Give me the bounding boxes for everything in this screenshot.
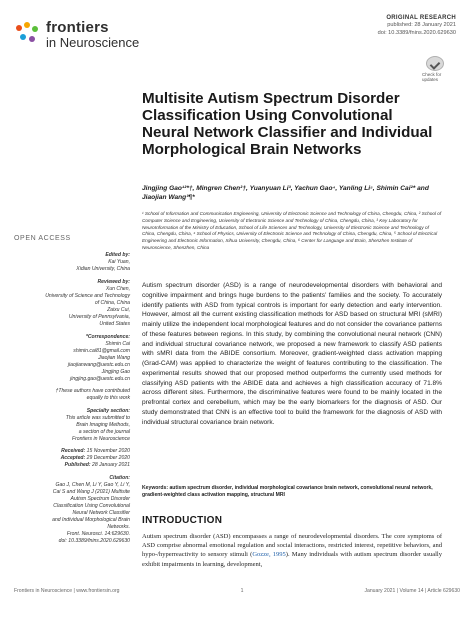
equal-contribution-note: †These authors have contributed bbox=[55, 387, 130, 394]
citation-line: Front. Neurosci. 14:629630. bbox=[66, 531, 130, 538]
accepted-date: Accepted: 29 December 2020 bbox=[60, 455, 130, 462]
published-date: published: 28 January 2021 bbox=[387, 22, 456, 29]
specialty-line: Frontiers in Neuroscience bbox=[71, 436, 130, 443]
introduction-text: Autism spectrum disorder (ASD) encompasses a range of neurodevelopmental disorders. The core symptoms of ASD comprise abnormal emotional regulation and social interactions, restricted interest, repetitive behaviors, and hypo-/hyperreactivity to sensory stimuli (Gozze, 1995). Many individuals with autism spectrum disorder usually exhibit impairments in learning, development, bbox=[142, 533, 442, 568]
check-icon bbox=[426, 56, 444, 71]
correspondence-email[interactable]: shimin.cai81@gmail.com bbox=[73, 347, 130, 354]
introduction-heading: INTRODUCTION bbox=[142, 515, 223, 526]
citation-line: Cai S and Wang J (2021) Multisite bbox=[52, 489, 130, 496]
correspondence-line: Jingjing Gao bbox=[101, 368, 130, 375]
specialty-line: This article was submitted to bbox=[65, 414, 130, 421]
correspondence-heading: *Correspondence: bbox=[85, 333, 130, 340]
open-access-label: OPEN ACCESS bbox=[14, 235, 71, 242]
editor-line: Xidian University, China bbox=[76, 265, 130, 272]
citation-heading: Citation: bbox=[109, 475, 130, 482]
received-date: Received: 15 November 2020 bbox=[61, 448, 130, 455]
logo-name: frontiers bbox=[46, 19, 109, 37]
reviewer-line: Xun Chen, bbox=[105, 285, 130, 292]
article-title: Multisite Autism Spectrum Disorder Classification Using Convolutional Neural Network Classifier and Individual Morphological Brain Networks bbox=[142, 90, 433, 159]
affiliations bbox=[142, 211, 442, 252]
citation-line: and Individual Morphological Brain bbox=[52, 517, 130, 524]
correspondence-line: Jiaojian Wang bbox=[98, 354, 130, 361]
specialty-heading: Specialty section: bbox=[86, 407, 130, 414]
reviewer-line: University of Science and Technology bbox=[45, 292, 130, 299]
equal-contribution-note: equally to this work bbox=[86, 394, 130, 401]
citation-line: Networks. bbox=[107, 524, 130, 531]
citation-doi[interactable]: doi: 10.3389/fnins.2020.629630 bbox=[58, 538, 130, 545]
footer-journal[interactable]: Frontiers in Neuroscience | www.frontiersin.org bbox=[14, 588, 120, 594]
page-number: 1 bbox=[240, 588, 244, 594]
affiliation-text: ¹ School of Information and Communication Engineering, University of Electronic Science and Technology of China, Chengdu, China, ² School of Computer Science and Engineering, University of Electronic Science and Technology of China, Chengdu, China, ³ Key Laboratory for NeuroInformation of the Ministry of Education, School of Life Sciences and Technology, University of Electronic Science and Technology of China, Chengdu, China, ⁴ School of Physics, University of Electronic Science and Technology of China, Chengdu, China, ⁵ School of Electrical Engineering and Electronic Information, Xihua University, Chengdu, China, ⁶ Center for Language and Brain, Shenzhen Institute of Neuroscience, Shenzhen, China bbox=[142, 211, 442, 251]
specialty-line: Brain Imaging Methods, bbox=[76, 421, 130, 428]
citation-line: Classification Using Convolutional bbox=[53, 503, 130, 510]
correspondence-email[interactable]: jiaojianwang@uestc.edu.cn bbox=[67, 361, 130, 368]
page-footer bbox=[14, 588, 460, 594]
reviewer-line: of China, China bbox=[94, 299, 130, 306]
author-list: Jingjing Gao¹²*†, Mingren Chen²†, Yuanyuan Li³, Yachun Gao⁴, Yanling Li⁵, Shimin Cai²* and Jiaojian Wang³¶* bbox=[142, 185, 429, 202]
check-for-updates-button[interactable] bbox=[422, 56, 448, 82]
citation-link[interactable]: Gozze, 1995 bbox=[252, 551, 286, 559]
logo-journal: in Neuroscience bbox=[46, 35, 140, 51]
article-meta bbox=[378, 14, 456, 37]
article-type: ORIGINAL RESEARCH bbox=[386, 15, 456, 21]
published-date-sidebar: Published: 28 January 2021 bbox=[64, 462, 130, 469]
doi[interactable]: doi: 10.3389/fnins.2020.629630 bbox=[377, 29, 456, 36]
check-updates-label: Check for updates bbox=[422, 72, 442, 82]
citation-line: Autism Spectrum Disorder bbox=[70, 496, 130, 503]
reviewer-line: Zaixu Cui, bbox=[107, 306, 130, 313]
frontiers-dots-icon bbox=[14, 22, 40, 48]
correspondence-line: Shimin Cai bbox=[105, 340, 130, 347]
citation-line: Gao J, Chen M, Li Y, Gao Y, Li Y, bbox=[55, 482, 130, 489]
keywords: Keywords: autism spectrum disorder, individual morphological covariance brain network, convolutional neural network, gradient-weighted class activation mapping, structural MRI bbox=[142, 485, 433, 499]
edited-by-heading: Edited by: bbox=[105, 251, 130, 258]
reviewer-line: United States bbox=[99, 320, 130, 327]
frontiers-logo[interactable] bbox=[14, 18, 154, 52]
editor-line: Kai Yuan, bbox=[108, 258, 130, 265]
footer-volume: January 2021 | Volume 14 | Article 629630 bbox=[364, 588, 460, 594]
reviewer-line: University of Pennsylvania, bbox=[68, 313, 130, 320]
article-sidebar bbox=[14, 234, 130, 545]
citation-line: Neural Network Classifier bbox=[72, 510, 130, 517]
correspondence-email[interactable]: jingjing.gao@uestc.edu.cn bbox=[70, 375, 130, 382]
abstract: Autism spectrum disorder (ASD) is a range of neurodevelopmental disorders with behavioral and cognitive impairment and brings huge burdens to the patients’ families and the society. To accurately identify patients with ASD from typical controls is important for early detection and early intervention. However, almost all the current existing classification methods for ASD based on structural MRI (sMRI) mainly utilize the independent local morphological features and do not consider the covariance patterns of these features between regions. In this study, by combining the convolutional neural network (CNN) and individual structural covariance network, we proposed a new framework to classify ASD patients with sMRI data from the ABIDE consortium. Moreover, gradient-weighted class activation mapping (Grad-CAM) was applied to characterize the weight of features contributing to the classification. The experimental results showed that our proposed method outperforms the currently used methods for classifying ASD patients with the ABIDE data and achieves a high classification accuracy of 71.8% across different sites. Furthermore, the discriminative features were found to be mainly located in the prefrontal cortex and cerebellum, which may be the early biomarkers for the diagnosis of ASD. Our study demonstrated that CNN is an effective tool to build the framework for the diagnosis of ASD with individual structural covariance brain network. bbox=[142, 282, 442, 426]
reviewed-by-heading: Reviewed by: bbox=[97, 278, 130, 285]
specialty-line: a section of the journal bbox=[78, 429, 130, 435]
